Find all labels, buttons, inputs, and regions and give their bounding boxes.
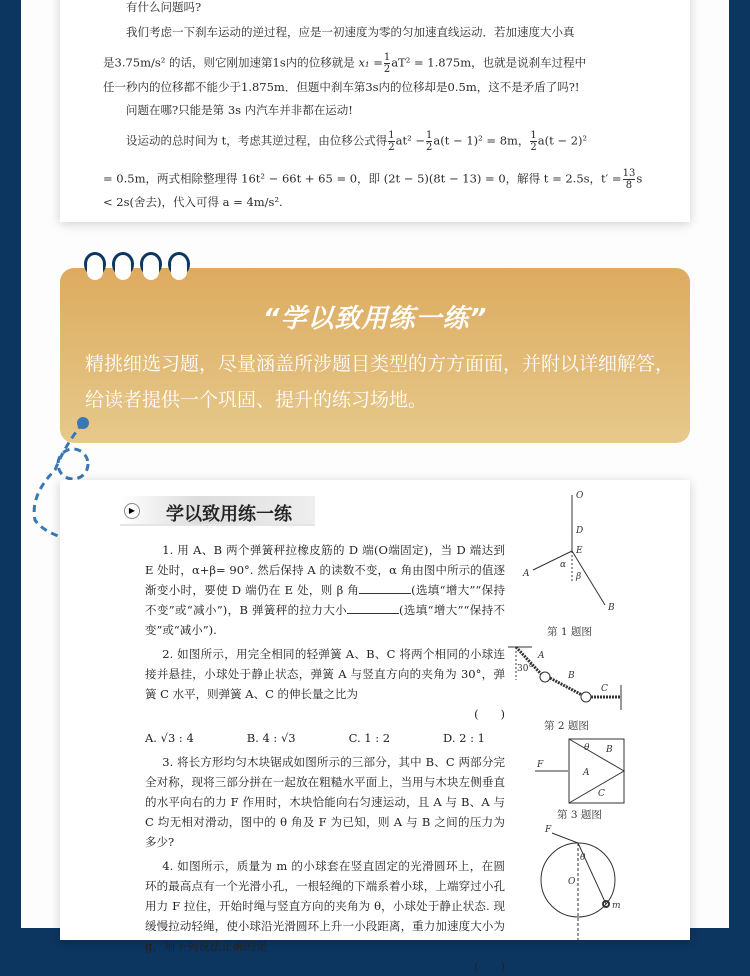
svg-text:θ: θ: [580, 853, 586, 863]
svg-text:A: A: [523, 569, 530, 579]
question-4: 4. 如图所示，质量为 m 的小球套在竖直固定的光滑圆环上，在圆环的最高点有一个光滑小孔，一根轻绳的下端系着小球，上端穿过小孔用力 F 拉住，开始时绳与竖直方向的夹角为 θ，小球处于静止状态. 现缓慢拉动轻绳，使小球沿光滑圆环上升一小段距离，重力加速度大小为 g，则下列说法正确的是 ( ): [145, 856, 505, 976]
figure-4: [541, 833, 615, 940]
answer-paren: ( ): [474, 959, 505, 973]
svg-text:B: B: [606, 745, 613, 755]
figure-3-caption: 第 3 题图: [557, 809, 602, 821]
svg-text:30°: 30°: [517, 664, 533, 674]
svg-text:A: A: [538, 651, 545, 661]
svg-text:B: B: [608, 603, 615, 613]
svg-text:C: C: [598, 789, 605, 799]
feature-banner: [60, 268, 690, 443]
figure-2-caption: 第 2 题图: [544, 720, 589, 732]
svg-text:F: F: [537, 760, 544, 770]
section-header: [120, 496, 315, 526]
figure-1-labels: [522, 491, 615, 613]
figure-1: [533, 495, 605, 605]
text-line: = 0.5m，两式相除整理得 16t² − 66t + 65 = 0，即 (2t − 5)(8t − 13) = 0，解得 t = 2.5s，t′ = $\frac{13}{8}$ s: [103, 168, 643, 191]
text-line: 有什么问题吗?: [126, 0, 202, 14]
figure-1-caption: 第 1 题图: [547, 626, 592, 638]
figures: [500, 480, 690, 940]
question-3: 3. 将长方形均匀木块锯成如图所示的三部分，其中 B、C 两部分完全对称，现将三部分拼在一起放在粗糙水平面上，当用与木块左侧垂直的水平向右的力 F 作用时，木块恰能向右匀速运动，且 A 与 B、A 与 C 均无相对滑动，图中的 θ 角及 F 为已知，则 A 与 B 之间的压力为多少?: [145, 755, 505, 849]
svg-text:O: O: [576, 491, 584, 501]
svg-text:θ: θ: [584, 743, 590, 753]
svg-text:F: F: [545, 825, 552, 835]
section-title: 学以致用练一练: [166, 504, 292, 525]
question-2-options: A. √3 : 4 B. 4 : √3 C. 1 : 2 D. 2 : 1: [145, 731, 485, 745]
question-list: [145, 540, 505, 976]
text-line: 我们考虑一下刹车运动的逆过程，应是一初速度为零的匀加速直线运动．若加速度大小真: [126, 25, 575, 39]
question-1: 1. 用 A、B 两个弹簧秤拉橡皮筋的 D 端(O端固定)，当 D 端达到 E 处时，α+β= 90°. 然后保持 A 的读数不变，α 角由图中所示的值逐渐变小时，要使 D 端仍在 E 处，则 β 角 (选填“增大”“保持不变”或“减小”)，B 弹簧秤的拉力大小 (选填“增大”“保持不变”或“减小”).: [145, 543, 506, 637]
svg-text:α: α: [560, 560, 567, 570]
figure-4-labels: [544, 825, 621, 911]
figure-2: [508, 647, 621, 710]
text-line: < 2s(舍去)，代入可得 a = 4m/s².: [103, 195, 283, 209]
svg-text:B: B: [568, 671, 575, 681]
previous-page-excerpt: [60, 0, 690, 222]
figure-2-labels: [517, 651, 608, 694]
question-2: 2. 如图所示，用完全相同的轻弹簧 A、B、C 将两个相同的小球连接并悬挂，小球处于静止状态，弹簧 A 与竖直方向的夹角为 30°，弹簧 C 水平，则弹簧 A、C 的伸长量之比为 ( ): [145, 644, 505, 724]
answer-paren: ( ): [474, 707, 505, 721]
exercise-page: [60, 480, 690, 973]
svg-text:C: C: [601, 684, 608, 694]
banner-title: “学以致用练一练”: [262, 304, 488, 334]
text-line: 问题在哪?只能是第 3s 内汽车并非都在运动!: [126, 103, 353, 117]
svg-text:A: A: [583, 768, 590, 778]
play-icon: ▶: [124, 503, 140, 519]
svg-text:D: D: [576, 526, 584, 536]
svg-text:E: E: [576, 546, 583, 556]
text-line: 是3.75m/s² 的话，则它刚加速第1s内的位移就是 x₁ = $\frac{1}{2}$ aT² = 1.875m，也就是说刹车过程中: [103, 52, 587, 75]
svg-text:β: β: [576, 572, 582, 582]
text-line: 设运动的总时间为 t，考虑其逆过程，由位移公式得 $\frac{1}{2}$ at² − $\frac{1}{2}$ a(t − 1)² = 8m， $\frac{1}{2}$ a(t − 2)²: [126, 130, 588, 153]
banner-description: 精挑细选习题，尽量涵盖所涉题目类型的方方面面，并附以详细解答，给读者提供一个巩固、提升的练习场地。: [85, 353, 675, 411]
svg-text:O: O: [568, 877, 576, 887]
text-line: 任一秒内的位移都不能少于1.875m．但题中刹车第3s内的位移却是0.5m，这不是矛盾了吗?!: [103, 80, 580, 94]
svg-text:m: m: [612, 901, 621, 911]
binder-rings-icon: [84, 252, 190, 280]
